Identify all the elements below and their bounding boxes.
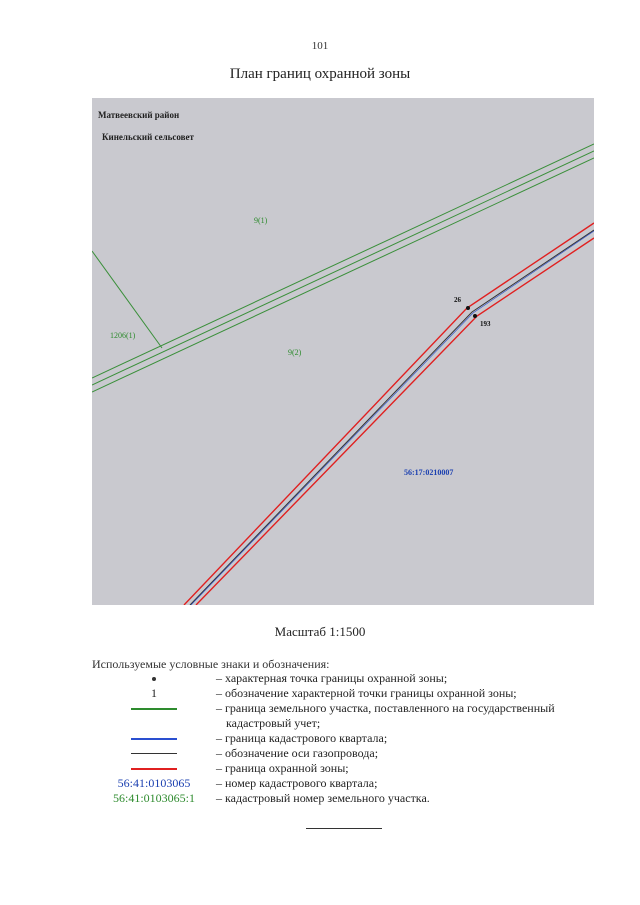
page-number: 101	[311, 40, 329, 52]
legend-text: – обозначение оси газопровода;	[216, 746, 379, 760]
legend-row	[92, 716, 612, 731]
point-label: 26	[454, 296, 461, 304]
legend-row	[92, 776, 612, 791]
thin-line-icon	[131, 753, 177, 754]
quarter-label: 56:17:0210007	[404, 468, 454, 477]
parcel-border-line	[92, 151, 594, 385]
legend-text: – граница кадастрового квартала;	[216, 731, 388, 745]
legend-symbol: 56:41:0103065	[117, 776, 191, 790]
boundary-point	[466, 306, 470, 310]
point-label: 193	[480, 320, 491, 328]
green-line-icon	[131, 708, 177, 710]
legend-row	[92, 686, 612, 701]
parcel-border-line	[92, 158, 594, 392]
map-drawing	[92, 98, 594, 605]
parcel-label: 9(1)	[254, 216, 268, 225]
point-dot-icon	[152, 677, 156, 681]
parcel-label: 9(2)	[288, 348, 302, 357]
legend-row	[92, 701, 612, 716]
parcel-label: 1206(1)	[110, 331, 136, 340]
legend-row	[92, 671, 612, 686]
legend-row	[92, 746, 612, 761]
legend-symbol: 56:41:0103065:1	[112, 791, 195, 805]
legend-text: – кадастровый номер земельного участка.	[216, 791, 430, 805]
district-label: Матвеевский район	[98, 110, 180, 120]
legend	[92, 671, 612, 806]
map-plan	[92, 98, 594, 605]
legend-row	[92, 791, 612, 806]
boundary-point	[473, 314, 477, 318]
legend-text: кадастровый учет;	[226, 716, 321, 730]
legend-text: – номер кадастрового квартала;	[216, 776, 378, 790]
scale-label: Масштаб 1:1500	[274, 624, 366, 639]
parcel-border-line	[92, 144, 594, 378]
legend-row	[92, 761, 612, 776]
legend-text: – обозначение характерной точки границы охранной зоны;	[216, 686, 517, 700]
legend-symbol: 1	[151, 686, 157, 700]
blue-line-icon	[131, 738, 177, 740]
legend-text: – характерная точка границы охранной зоны;	[216, 671, 448, 685]
red-line-icon	[131, 768, 177, 770]
bottom-rule	[306, 828, 382, 829]
legend-text: – граница охранной зоны;	[216, 761, 349, 775]
legend-row	[92, 731, 612, 746]
protection-zone-line	[196, 238, 594, 605]
legend-title: Используемые условные знаки и обозначения:	[92, 657, 330, 671]
legend-text: – граница земельного участка, поставленного на государственный	[216, 701, 555, 715]
council-label: Кинельский сельсовет	[102, 132, 194, 142]
page-title: План границ охранной зоны	[229, 66, 411, 82]
